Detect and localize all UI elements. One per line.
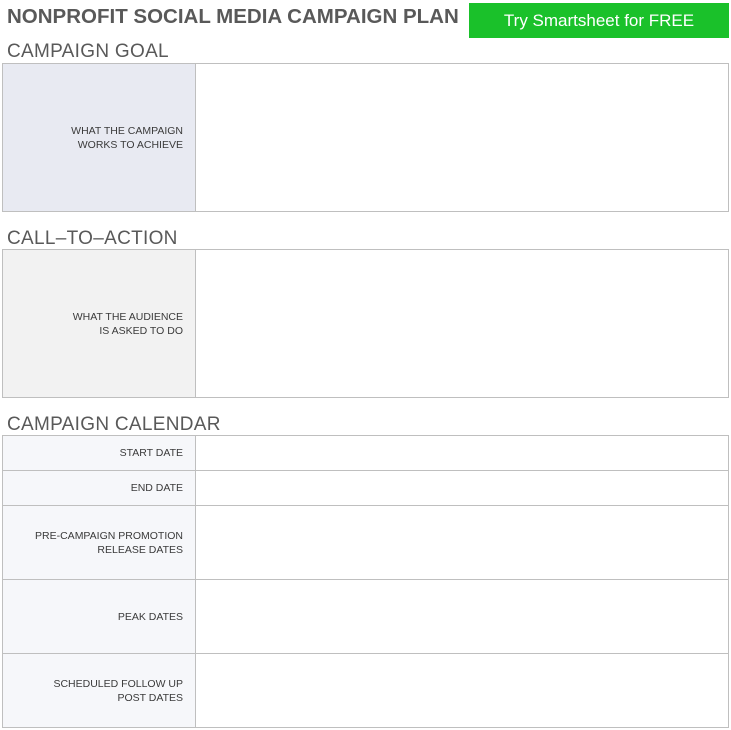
follow-up-label	[3, 654, 196, 727]
page-title: NONPROFIT SOCIAL MEDIA CAMPAIGN PLAN	[7, 5, 459, 28]
end-date-field[interactable]	[196, 471, 728, 505]
calendar-row-peak-dates	[3, 580, 728, 654]
follow-up-label-line1: SCHEDULED FOLLOW UP	[53, 677, 183, 690]
calendar-row-end-date	[3, 471, 728, 506]
campaign-goal-label	[3, 64, 196, 211]
start-date-label	[3, 436, 196, 470]
try-smartsheet-button[interactable]: Try Smartsheet for FREE	[469, 3, 729, 38]
calendar-row-pre-campaign	[3, 506, 728, 580]
pre-campaign-label-line1: PRE-CAMPAIGN PROMOTION	[35, 529, 183, 542]
follow-up-field[interactable]	[196, 654, 728, 727]
pre-campaign-label-line2: RELEASE DATES	[97, 543, 183, 556]
call-to-action-heading: CALL–TO–ACTION	[7, 228, 178, 249]
call-to-action-block	[2, 249, 729, 398]
campaign-goal-field[interactable]	[196, 64, 728, 211]
start-date-label-line1: START DATE	[119, 447, 183, 459]
follow-up-label-line2: POST DATES	[117, 691, 183, 704]
peak-dates-label	[3, 580, 196, 653]
calendar-row-start-date	[3, 436, 728, 471]
call-to-action-field[interactable]	[196, 250, 728, 397]
campaign-goal-label-line2: WORKS TO ACHIEVE	[77, 138, 183, 151]
campaign-goal-label-line1: WHAT THE CAMPAIGN	[71, 124, 183, 137]
start-date-field[interactable]	[196, 436, 728, 470]
campaign-calendar-heading: CAMPAIGN CALENDAR	[7, 414, 221, 435]
campaign-goal-block	[2, 63, 729, 212]
end-date-label-line1: END DATE	[130, 482, 183, 494]
call-to-action-label-line1: WHAT THE AUDIENCE	[72, 310, 183, 323]
call-to-action-label-line2: IS ASKED TO DO	[99, 324, 183, 337]
pre-campaign-field[interactable]	[196, 506, 728, 579]
pre-campaign-label	[3, 506, 196, 579]
campaign-goal-heading: CAMPAIGN GOAL	[7, 41, 169, 62]
peak-dates-field[interactable]	[196, 580, 728, 653]
calendar-row-follow-up	[3, 654, 728, 727]
peak-dates-label-line1: PEAK DATES	[117, 610, 183, 623]
end-date-label	[3, 471, 196, 505]
call-to-action-label	[3, 250, 196, 397]
campaign-calendar-table	[2, 435, 729, 728]
